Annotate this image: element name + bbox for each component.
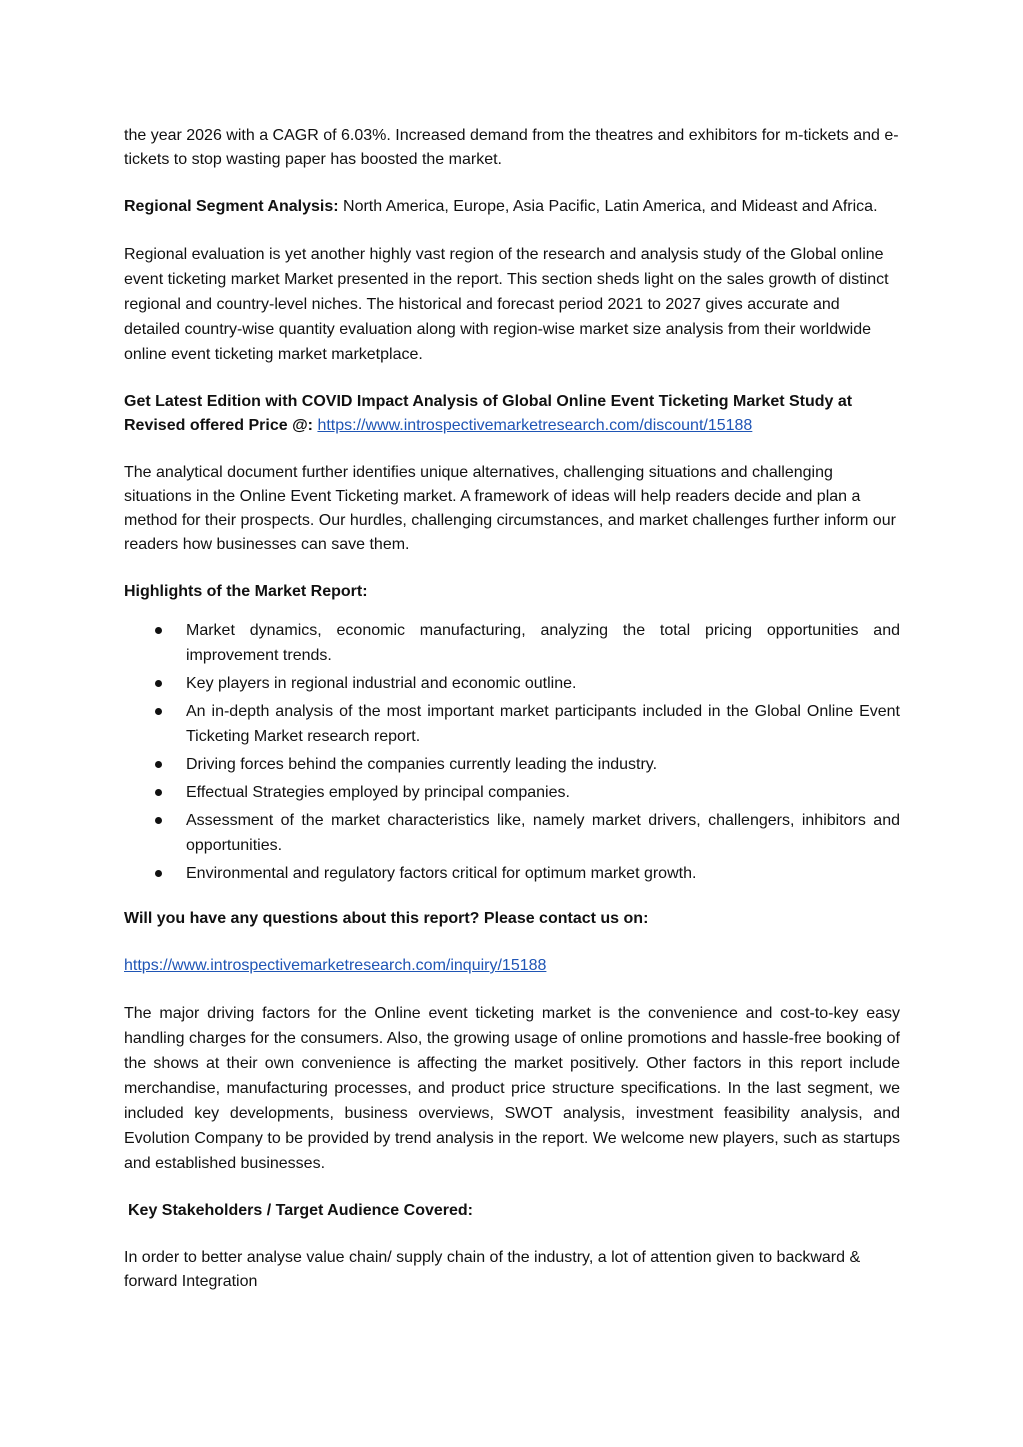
regional-evaluation-paragraph: Regional evaluation is yet another highly vast region of the research and analysis study of the Global online event ticketing market Market presented in the report. This section sheds light on the sales growth of distinct regional and country-level niches. The historical and forecast period 2021 to 2027 gives accurate and detailed country-wise quantity evaluation along with region-wise market size analysis from their worldwide online event ticketing market marketplace. (124, 246, 889, 363)
analytical-paragraph: The analytical document further identifies unique alternatives, challenging situations and challenging situations in the Online Event Ticketing market. A framework of ideas will help readers decide and plan a method for their prospects. Our hurdles, challenging circumstances, and market challenges further inform our readers how businesses can save them. (124, 464, 896, 553)
list-item-text: An in-depth analysis of the most important market participants included in the Global Online Event Ticketing Market research report. (186, 703, 900, 745)
list-item-text: Environmental and regulatory factors critical for optimum market growth. (186, 865, 697, 882)
list-item (186, 780, 900, 805)
regional-segment-text: North America, Europe, Asia Pacific, Latin America, and Mideast and Africa. (338, 198, 878, 215)
questions-heading-text: Will you have any questions about this report? Please contact us on: (124, 910, 649, 927)
bullet-icon (155, 708, 162, 715)
document-page (124, 124, 900, 1294)
bullet-icon (155, 761, 162, 768)
list-item (186, 699, 900, 749)
highlights-heading-text: Highlights of the Market Report: (124, 583, 368, 600)
questions-heading (124, 907, 900, 931)
highlights-heading (124, 580, 900, 604)
regional-segment-label: Regional Segment Analysis: (124, 198, 339, 215)
intro-paragraph: the year 2026 with a CAGR of 6.03%. Increased demand from the theatres and exhibitors for m-tickets and e-tickets to stop wasting paper has boosted the market. (124, 127, 899, 168)
stakeholders-heading (124, 1199, 900, 1223)
list-item (186, 752, 900, 777)
list-item-text: Assessment of the market characteristics like, namely market drivers, challengers, inhibitors and opportunities. (186, 812, 900, 854)
stakeholders-heading-text: Key Stakeholders / Target Audience Covered: (128, 1202, 473, 1219)
bullet-icon (155, 789, 162, 796)
list-item-text: Driving forces behind the companies currently leading the industry. (186, 756, 658, 773)
list-item-text: Effectual Strategies employed by principal companies. (186, 784, 570, 801)
value-chain-paragraph: In order to better analyse value chain/ supply chain of the industry, a lot of attention given to backward & forward Integration (124, 1249, 861, 1290)
covid-offer-paragraph (124, 390, 900, 438)
bullet-icon (155, 817, 162, 824)
discount-link[interactable]: https://www.introspectivemarketresearch.com/discount/15188 (317, 417, 753, 434)
bullet-icon (155, 870, 162, 877)
list-item-text: Market dynamics, economic manufacturing, analyzing the total pricing opportunities and improvement trends. (186, 622, 900, 664)
bullet-icon (155, 680, 162, 687)
list-item (186, 861, 900, 886)
list-item-text: Key players in regional industrial and economic outline. (186, 675, 577, 692)
list-item (186, 671, 900, 696)
driving-factors-paragraph: The major driving factors for the Online event ticketing market is the convenience and cost-to-key easy handling charges for the consumers. Also, the growing usage of online promotions and hassle-free booking of the shows at their own convenience is affecting the market positively. Other factors in this report include merchandise, manufacturing processes, and product price structure specifications. In the last segment, we included key developments, business overviews, SWOT analysis, investment feasibility analysis, and Evolution Company to be provided by trend analysis in the report. We welcome new players, such as startups and established businesses. (124, 1005, 900, 1172)
regional-segment-paragraph (124, 195, 900, 219)
bullet-icon (155, 627, 162, 634)
covid-offer-label: Get Latest Edition with COVID Impact Analysis of Global Online Event Ticketing Market Study at Revised offered Price @: (124, 393, 853, 434)
inquiry-link-paragraph (124, 954, 900, 978)
highlights-list (124, 618, 900, 886)
inquiry-link[interactable]: https://www.introspectivemarketresearch.com/inquiry/15188 (124, 957, 547, 974)
list-item (186, 808, 900, 858)
list-item (186, 618, 900, 668)
